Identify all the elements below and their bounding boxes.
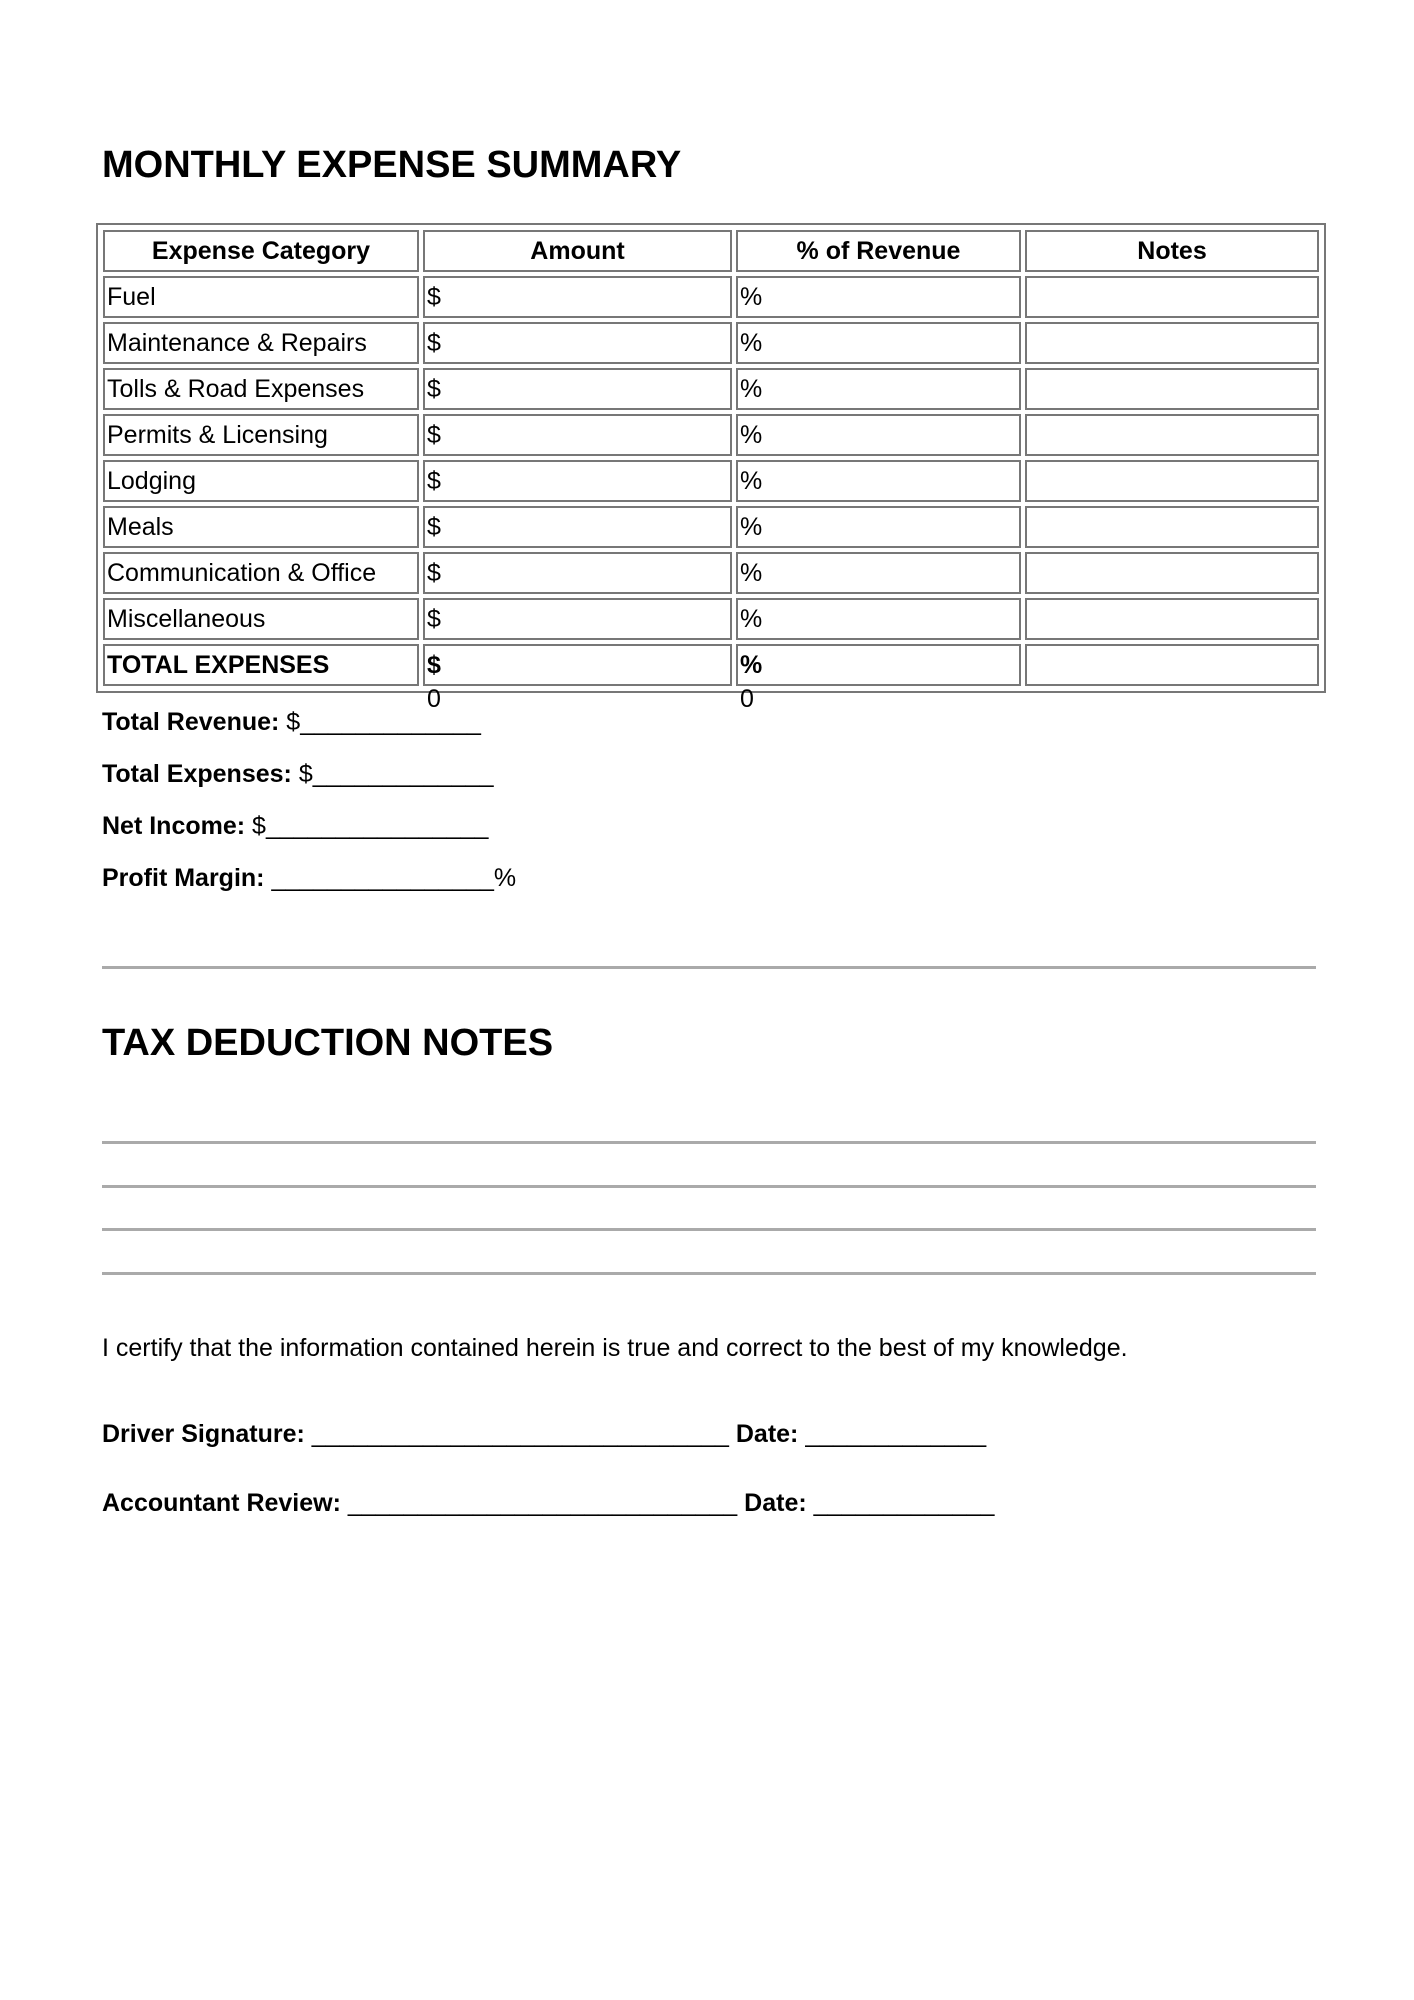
table-row xyxy=(103,552,1319,594)
driver-date-field[interactable]: _____________ xyxy=(805,1420,987,1448)
pct-cell[interactable]: % xyxy=(736,414,1021,456)
pct-cell[interactable]: % xyxy=(736,552,1021,594)
notes-line-3[interactable] xyxy=(102,1228,1316,1231)
table-row xyxy=(103,276,1319,318)
amount-cell[interactable]: $ xyxy=(423,460,732,502)
notes-cell[interactable] xyxy=(1025,322,1319,364)
amount-cell[interactable]: $ xyxy=(423,506,732,548)
accountant-review-label: Accountant Review: xyxy=(102,1489,341,1517)
table-row xyxy=(103,598,1319,640)
category-cell: Maintenance & Repairs xyxy=(103,322,419,364)
accountant-date-field[interactable]: _____________ xyxy=(813,1489,995,1517)
category-cell: Meals xyxy=(103,506,419,548)
amount-cell[interactable]: $ xyxy=(423,414,732,456)
pct-cell[interactable]: % xyxy=(736,276,1021,318)
tax-notes-title: TAX DEDUCTION NOTES xyxy=(102,1022,554,1064)
notes-cell[interactable] xyxy=(1025,368,1319,410)
total-expenses-label: Total Expenses: xyxy=(102,760,292,788)
pct-cell[interactable]: % xyxy=(736,368,1021,410)
total-amount-symbol: $ xyxy=(427,651,441,679)
accountant-date-label: Date: xyxy=(744,1489,807,1517)
notes-line-4[interactable] xyxy=(102,1272,1316,1275)
pct-cell[interactable]: % xyxy=(736,506,1021,548)
profit-margin-field[interactable]: ________________% xyxy=(271,864,517,892)
accountant-review-line xyxy=(102,1489,994,1518)
driver-date-label: Date: xyxy=(735,1420,799,1448)
profit-margin-label: Profit Margin: xyxy=(102,864,265,892)
accountant-review-field[interactable]: ____________________________ xyxy=(347,1489,738,1517)
total-row xyxy=(103,644,1319,686)
profit-margin-line xyxy=(102,864,516,893)
table-row xyxy=(103,460,1319,502)
column-header-amount: Amount xyxy=(423,230,732,272)
total-amount-value: 0 xyxy=(427,685,441,713)
amount-cell[interactable]: $ xyxy=(423,276,732,318)
total-amount-cell xyxy=(423,644,732,713)
notes-line-2[interactable] xyxy=(102,1185,1316,1188)
driver-signature-line xyxy=(102,1420,986,1449)
notes-cell[interactable] xyxy=(1025,598,1319,640)
net-income-label: Net Income: xyxy=(102,812,246,840)
net-income-line xyxy=(102,812,488,841)
amount-cell[interactable]: $ xyxy=(423,598,732,640)
total-pct-cell xyxy=(736,644,1021,713)
category-cell: Lodging xyxy=(103,460,419,502)
certification-statement: I certify that the information contained herein is true and correct to the best of my knowledge. xyxy=(102,1334,1128,1362)
notes-cell[interactable] xyxy=(1025,276,1319,318)
total-revenue-line xyxy=(102,708,481,737)
expense-table xyxy=(96,223,1326,713)
table-row xyxy=(103,506,1319,548)
category-cell: Miscellaneous xyxy=(103,598,419,640)
total-expenses-field[interactable]: $_____________ xyxy=(298,760,494,788)
notes-cell[interactable] xyxy=(1025,460,1319,502)
table-row xyxy=(103,322,1319,364)
expense-summary-title: MONTHLY EXPENSE SUMMARY xyxy=(102,144,682,186)
table-row xyxy=(103,368,1319,410)
pct-cell[interactable]: % xyxy=(736,598,1021,640)
total-notes-cell[interactable] xyxy=(1025,644,1319,686)
total-pct-value: 0 xyxy=(740,685,754,713)
column-header-notes: Notes xyxy=(1025,230,1319,272)
notes-line-1[interactable] xyxy=(102,1141,1316,1144)
category-cell: Permits & Licensing xyxy=(103,414,419,456)
total-expenses-line xyxy=(102,760,493,789)
category-cell: Fuel xyxy=(103,276,419,318)
total-revenue-field[interactable]: $_____________ xyxy=(286,708,481,736)
driver-signature-field[interactable]: ______________________________ xyxy=(311,1420,729,1448)
total-label: TOTAL EXPENSES xyxy=(103,644,419,686)
pct-cell[interactable]: % xyxy=(736,322,1021,364)
notes-cell[interactable] xyxy=(1025,552,1319,594)
amount-cell[interactable]: $ xyxy=(423,322,732,364)
category-cell: Tolls & Road Expenses xyxy=(103,368,419,410)
amount-cell[interactable]: $ xyxy=(423,368,732,410)
pct-cell[interactable]: % xyxy=(736,460,1021,502)
table-header-row xyxy=(103,230,1319,272)
notes-cell[interactable] xyxy=(1025,506,1319,548)
column-header-pct: % of Revenue xyxy=(736,230,1021,272)
notes-cell[interactable] xyxy=(1025,414,1319,456)
driver-signature-label: Driver Signature: xyxy=(102,1420,305,1448)
table-row xyxy=(103,414,1319,456)
amount-cell[interactable]: $ xyxy=(423,552,732,594)
net-income-field[interactable]: $________________ xyxy=(252,812,489,840)
total-pct-symbol: % xyxy=(740,651,763,679)
category-cell: Communication & Office xyxy=(103,552,419,594)
section-divider xyxy=(102,966,1316,969)
column-header-category: Expense Category xyxy=(103,230,419,272)
total-revenue-label: Total Revenue: xyxy=(102,708,280,736)
